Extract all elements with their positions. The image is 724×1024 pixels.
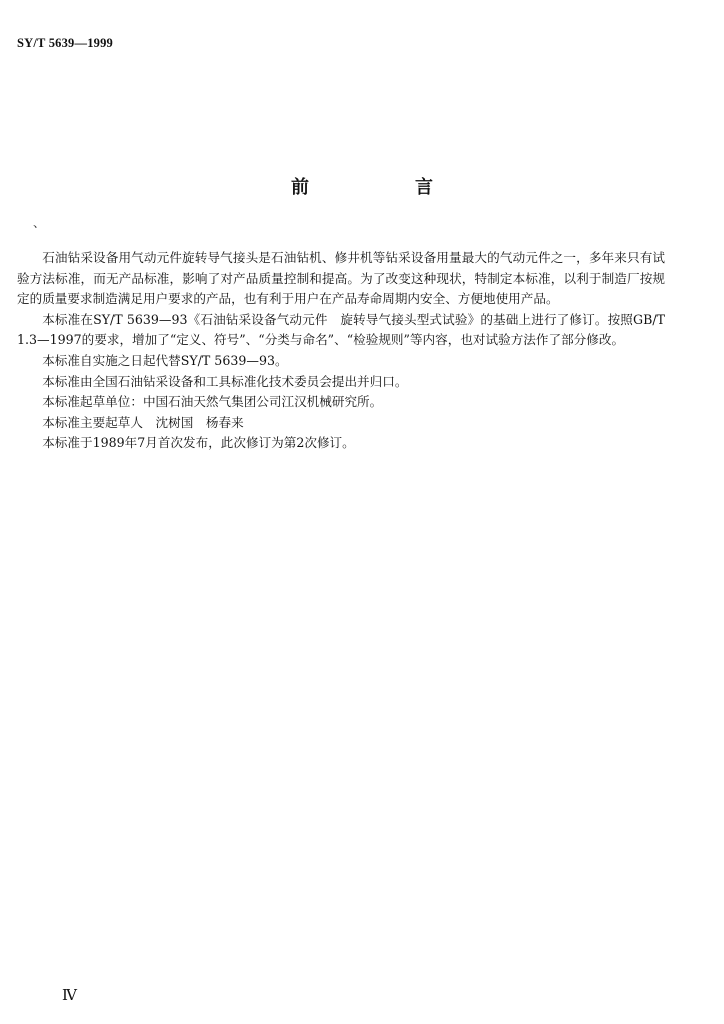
- paragraph-drafters: 本标准主要起草人 沈树国 杨春来: [42, 414, 244, 430]
- paragraph-replacement: 本标准自实施之日起代替SY/T 5639—93。: [42, 352, 288, 368]
- body-text: [17, 248, 665, 454]
- paragraph-drafting-unit: 本标准起草单位：中国石油天然气集团公司江汉机械研究所。: [42, 394, 383, 410]
- page-title: 前 言: [291, 177, 477, 198]
- paragraph-proposer: 本标准由全国石油钻采设备和工具标准化技术委员会提出并归口。: [42, 373, 408, 389]
- paragraph-history: 本标准于1989年7月首次发布，此次修订为第2次修订。: [42, 435, 355, 451]
- paragraph-background: 石油钻采设备用气动元件旋转导气接头是石油钻机、修井机等钻采设备用量最大的气动元件之一，多年来只有试验方法标准，而无产品标准，影响了对产品质量控制和提高。为了改变这种现状，特制定本标准，以利于制造厂按规定的质量要求制造满足用户要求的产品，也有利于用户在产品寿命周期内安全、方便地使用产品。: [17, 250, 665, 307]
- standard-code: SY/T 5639—1999: [17, 36, 113, 50]
- page-number: Ⅳ: [62, 988, 77, 1004]
- paragraph-revision: 本标准在SY/T 5639—93《石油钻采设备气动元件 旋转导气接头型式试验》的基础上进行了修订。按照GB/T 1.3—1997的要求，增加了“定义、符号”、“分类与命名”、“检验规则”等内容，也对试验方法作了部分修改。: [17, 311, 665, 348]
- stray-mark: 、: [33, 216, 46, 230]
